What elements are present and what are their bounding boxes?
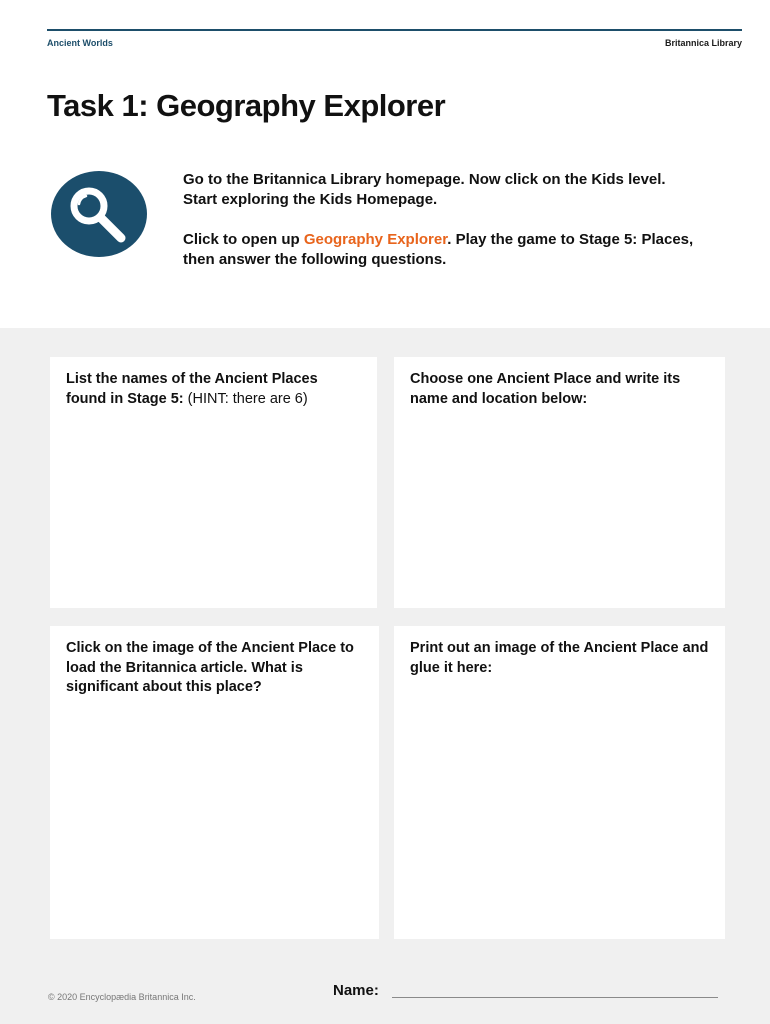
answer-box-ancient-places-list[interactable] (50, 357, 377, 608)
answer-box-place-name-location[interactable] (394, 357, 725, 608)
answer-box-image[interactable] (394, 626, 725, 939)
instructions-step-2-start: Click to open up (183, 231, 304, 248)
geography-explorer-link[interactable]: Geography Explorer (303, 231, 448, 248)
instructions-step-1: Go to the Britannica Library homepage. Now click on the Kids level. Start exploring the Kids Homepage. (183, 171, 666, 208)
header-rule (47, 29, 742, 31)
instructions-step-2 (183, 230, 703, 270)
page-title: Task 1: Geography Explorer (47, 88, 446, 123)
name-label: Name: (333, 982, 379, 999)
answer-box-prompt: Click on the image of the Ancient Place to load the Britannica article. What is significant about this place? (66, 640, 354, 695)
copyright-notice: © 2020 Encyclopædia Britannica Inc. (48, 992, 196, 1002)
header-brand-label: Britannica Library (664, 38, 742, 48)
name-field[interactable] (392, 997, 718, 998)
header-section-label: Ancient Worlds (47, 38, 113, 48)
instructions-step-2-end: . Play the game to Stage 5: Places, then answer the following questions. (183, 231, 694, 268)
instructions (183, 170, 703, 290)
answer-box-prompt: Print out an image of the Ancient Place and glue it here: (410, 640, 709, 676)
magnifying-glass-icon (51, 170, 151, 260)
answer-box-significance[interactable] (50, 626, 379, 939)
hint-text: (HINT: there are 6) (187, 390, 308, 407)
answer-box-prompt: List the names of the Ancient Places found in Stage 5: (66, 371, 318, 407)
answer-box-prompt: Choose one Ancient Place and write its name and location below: (410, 371, 681, 407)
